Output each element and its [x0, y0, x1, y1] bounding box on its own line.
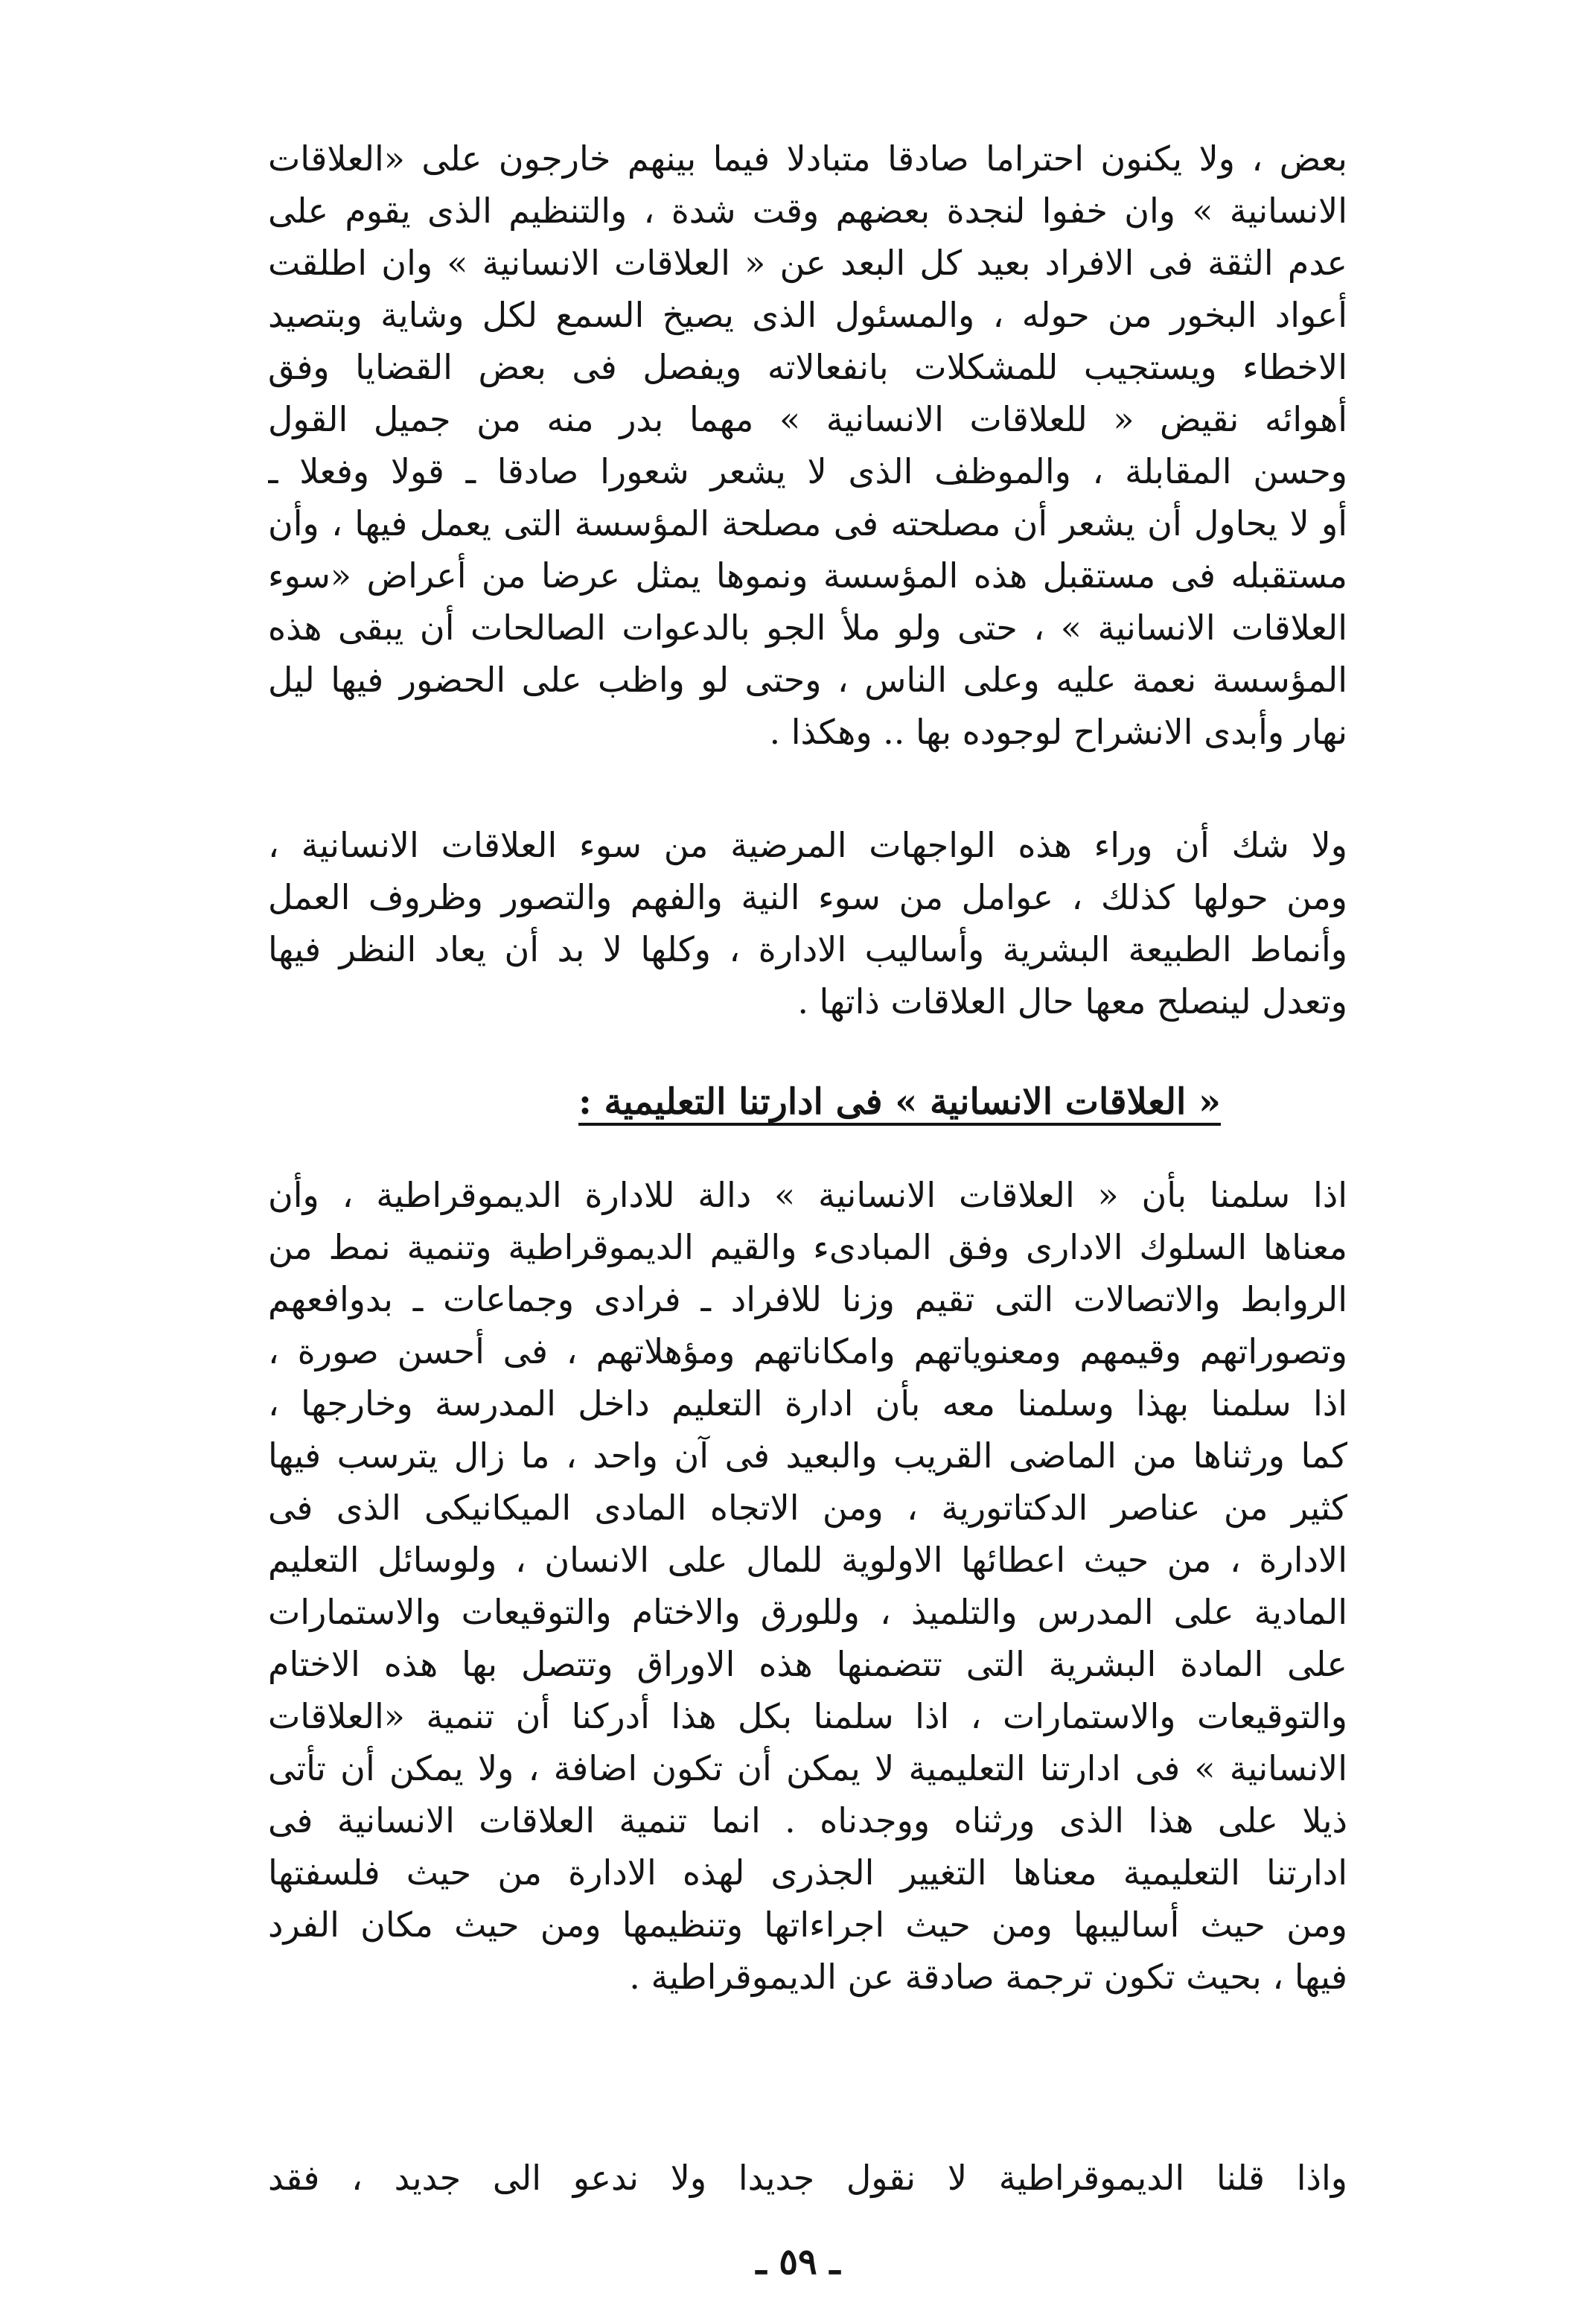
text-line: بعض ، ولا يكنون احتراما صادقا متبادلا فيما بينهم خارجون على «العلاقات	[268, 138, 1347, 179]
text-line: الانسانية » وان خفوا لنجدة بعضهم وقت شدة ، والتنظيم الذى يقوم على	[268, 191, 1347, 231]
text-line: ذيلا على هذا الذى ورثناه ووجدناه . انما تنمية العلاقات الانسانية فى	[268, 1800, 1347, 1841]
text-line: أو لا يحاول أن يشعر أن مصلحته فى مصلحة المؤسسة التى يعمل فيها ، وأن	[268, 503, 1347, 544]
text-line: وتعدل لينصلح معها حال العلاقات ذاتها .	[797, 981, 1347, 1022]
text-line: اذا سلمنا بهذا وسلمنا معه بأن ادارة التعليم داخل المدرسة وخارجها ،	[268, 1383, 1347, 1424]
paragraph	[268, 2152, 1347, 2204]
text-line: الادارة ، من حيث اعطائها الاولوية للمال على الانسان ، ولوسائل التعليم	[268, 1540, 1347, 1580]
text-line: على المادة البشرية التى تتضمنها هذه الاوراق وتتصل بها هذه الاختام	[268, 1644, 1347, 1684]
text-line: معناها السلوك الادارى وفق المبادىء والقيم الديموقراطية وتنمية نمط من	[268, 1227, 1347, 1267]
text-line: مستقبله فى مستقبل هذه المؤسسة ونموها يمثل عرضا من أعراض «سوء	[268, 555, 1347, 596]
text-line: عدم الثقة فى الافراد بعيد كل البعد عن « العلاقات الانسانية » وان اطلقت	[268, 243, 1347, 283]
text-line: نهار وأبدى الانشراح لوجوده بها .. وهكذا .	[769, 712, 1347, 752]
page-number: ـ ٥٩ ـ	[756, 2241, 840, 2283]
text-line: الروابط والاتصالات التى تقيم وزنا للافراد ـ فرادى وجماعات ـ بدوافعهم	[268, 1279, 1347, 1319]
text-line: وحسن المقابلة ، والموظف الذى لا يشعر شعورا صادقا ـ قولا وفعلا ـ	[268, 451, 1347, 491]
text-line: ومن حولها كذلك ، عوامل من سوء النية والفهم والتصور وظروف العمل	[268, 877, 1347, 917]
text-line: فيها ، بحيث تكون ترجمة صادقة عن الديموقراطية .	[629, 1957, 1347, 1997]
text-line: والتوقيعات والاستمارات ، اذا سلمنا بكل هذا أدركنا أن تنمية «العلاقات	[268, 1696, 1347, 1736]
text-line: اذا سلمنا بأن « العلاقات الانسانية » دالة للادارة الديموقراطية ، وأن	[268, 1175, 1347, 1215]
text-line: الاخطاء ويستجيب للمشكلات بانفعالاته ويفصل فى بعض القضايا وفق	[268, 347, 1347, 387]
text-line: واذا قلنا الديموقراطية لا نقول جديدا ولا ندعو الى جديد ، فقد	[268, 2158, 1347, 2198]
paragraph	[268, 1169, 1347, 2003]
text-line: كما ورثناها من الماضى القريب والبعيد فى آن واحد ، ما زال يترسب فيها	[268, 1435, 1347, 1476]
text-line: كثير من عناصر الدكتاتورية ، ومن الاتجاه المادى الميكانيكى الذى فى	[268, 1488, 1347, 1528]
section-heading: « العلاقات الانسانية » فى ادارتنا التعليمية :	[578, 1081, 1221, 1123]
text-line: العلاقات الانسانية » ، حتى ولو ملأ الجو بالدعوات الصالحات أن يبقى هذه	[268, 608, 1347, 648]
text-line: وأنماط الطبيعة البشرية وأساليب الادارة ، وكلها لا بد أن يعاد النظر فيها	[268, 929, 1347, 969]
paragraph	[268, 133, 1347, 758]
text-line: ادارتنا التعليمية معناها التغيير الجذرى لهذه الادارة من حيث فلسفتها	[268, 1852, 1347, 1893]
text-line: وتصوراتهم وقيمهم ومعنوياتهم وامكاناتهم ومؤهلاتهم ، فى أحسن صورة ،	[268, 1331, 1347, 1371]
text-line: الانسانية » فى ادارتنا التعليمية لا يمكن أن تكون اضافة ، ولا يمكن أن تأتى	[268, 1748, 1347, 1788]
text-line: المادية على المدرس والتلميذ ، وللورق والاختام والتوقيعات والاستمارات	[268, 1592, 1347, 1632]
section-heading-block	[268, 1072, 1347, 1132]
text-line: ولا شك أن وراء هذه الواجهات المرضية من سوء العلاقات الانسانية ،	[268, 825, 1347, 865]
text-line: ومن حيث أساليبها ومن حيث اجراءاتها وتنظيمها ومن حيث مكان الفرد	[268, 1905, 1347, 1945]
text-line: أعواد البخور من حوله ، والمسئول الذى يصيخ السمع لكل وشاية وبتصيد	[268, 295, 1347, 335]
text-line: أهوائه نقيض « للعلاقات الانسانية » مهما بدر منه من جميل القول	[268, 399, 1347, 439]
text-line: المؤسسة نعمة عليه وعلى الناس ، وحتى لو واظب على الحضور فيها ليل	[268, 660, 1347, 700]
paragraph	[268, 819, 1347, 1027]
